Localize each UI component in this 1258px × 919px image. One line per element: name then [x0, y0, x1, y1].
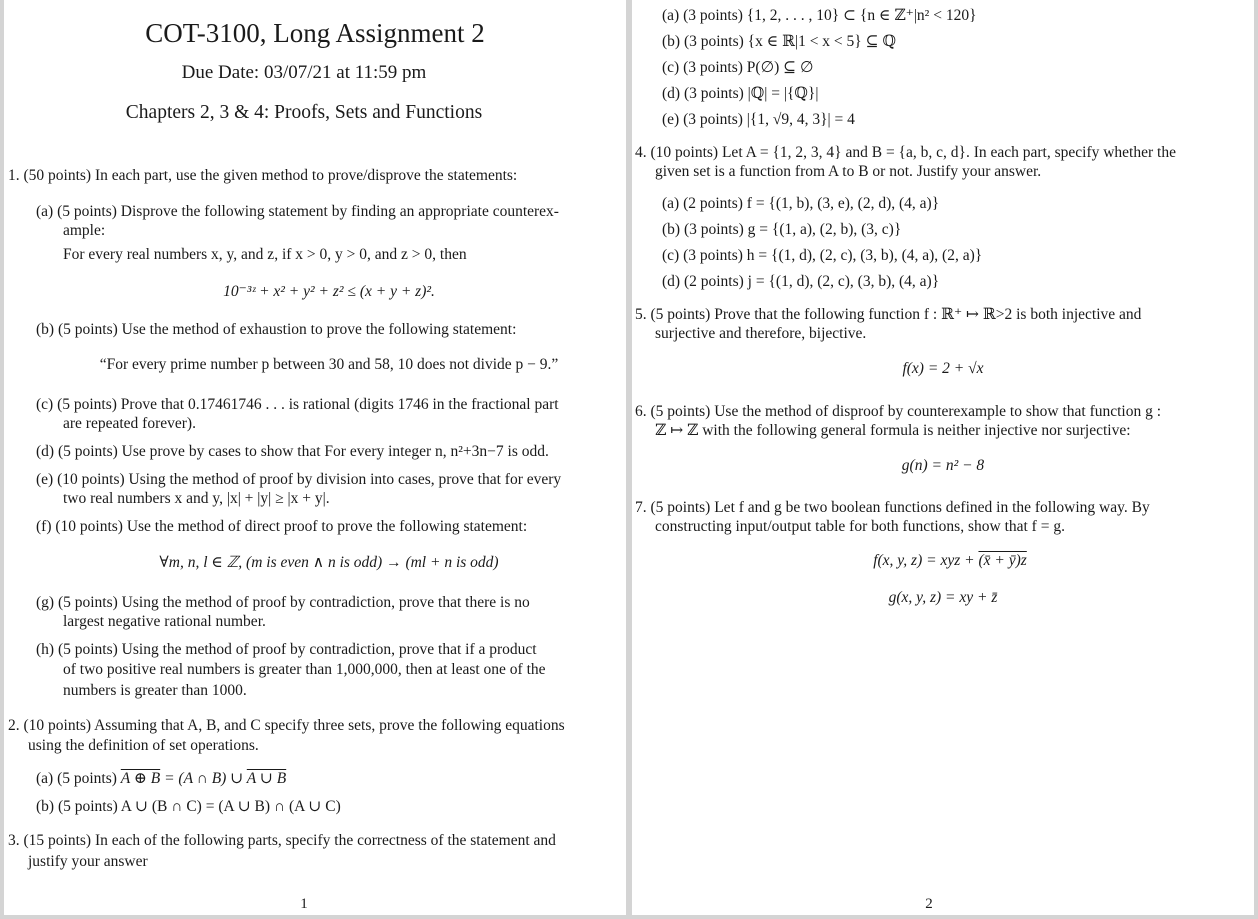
q1h-line3: numbers is greater than 1000.: [63, 682, 247, 699]
q4c: (c) (3 points) h = {(1, d), (2, c), (3, b), (4, a), (2, a)}: [662, 247, 983, 264]
q2a-prefix: (a) (5 points): [36, 770, 121, 787]
chapters-heading: Chapters 2, 3 & 4: Proofs, Sets and Functions: [125, 102, 483, 123]
assignment-title: COT-3100, Long Assignment 2: [145, 18, 485, 48]
q1e-line1: (e) (10 points) Using the method of proof by division into cases, prove that for every: [36, 471, 562, 488]
q1e-line2: two real numbers x and y, |x| + |y| ≥ |x + y|.: [63, 490, 330, 507]
q3-line1: 3. (15 points) In each of the following parts, specify the correctness of the statement and: [8, 832, 556, 849]
q6-line1: 6. (5 points) Use the method of disproof by counterexample to show that function g :: [635, 403, 1162, 420]
q5-equation: f(x) = 2 + √x: [902, 360, 984, 377]
q5-line1: 5. (5 points) Prove that the following function f : ℝ⁺ ↦ ℝ>2 is both injective and: [635, 306, 1142, 323]
q1b-line1: (b) (5 points) Use the method of exhaustion to prove the following statement:: [36, 321, 517, 338]
q7-g-zbar: z̄: [991, 589, 998, 606]
q4-line1: 4. (10 points) Let A = {1, 2, 3, 4} and B = {a, b, c, d}. In each part, specify whether the: [635, 144, 1176, 161]
due-date: Due Date: 03/07/21 at 11:59 pm: [181, 62, 427, 83]
q3b: (b) (3 points) {x ∈ ℝ|1 < x < 5} ⊆ ℚ: [662, 33, 896, 50]
q1c-line2: are repeated forever).: [63, 415, 196, 432]
q3-line2: justify your answer: [28, 853, 148, 870]
q3d: (d) (3 points) |ℚ| = |{ℚ}|: [662, 85, 819, 102]
q7-line2: constructing input/output table for both functions, show that f = g.: [655, 518, 1065, 535]
q1h-line2: of two positive real numbers is greater than 1,000,000, then at least one of the: [63, 661, 546, 678]
q5-line2: surjective and therefore, bijective.: [655, 325, 867, 342]
q1a-line2: ample:: [63, 222, 106, 239]
q1h-line1: (h) (5 points) Using the method of proof by contradiction, prove that if a product: [36, 641, 537, 658]
q1g-line1: (g) (5 points) Using the method of proof by contradiction, prove that there is no: [36, 594, 530, 611]
q1a-line1: (a) (5 points) Disprove the following statement by finding an appropriate counterex-: [36, 203, 559, 220]
q7-f-equation: [632, 551, 1254, 570]
q4a: (a) (2 points) f = {(1, b), (3, e), (2, d), (4, a)}: [662, 195, 940, 212]
page-number-1: 1: [300, 896, 308, 912]
q2a-overlined-1: A ⊕ B: [120, 770, 161, 787]
q1f-equation: ∀m, n, l ∈ ℤ, (m is even ∧ n is odd) → (ml + n is odd): [159, 554, 499, 571]
q3c: (c) (3 points) P(∅) ⊆ ∅: [662, 59, 814, 76]
page-1: [4, 0, 626, 915]
q7-g-prefix: g(x, y, z) = xy +: [888, 589, 992, 606]
q4-line2: given set is a function from A to B or not. Justify your answer.: [655, 163, 1042, 180]
q4b: (b) (3 points) g = {(1, a), (2, b), (3, c)}: [662, 221, 902, 238]
q1f-line1: (f) (10 points) Use the method of direct proof to prove the following statement:: [36, 518, 528, 535]
q7-line1: 7. (5 points) Let f and g be two boolean functions defined in the following way. By: [635, 499, 1150, 516]
q3e: (e) (3 points) |{1, √9, 4, 3}| = 4: [662, 111, 855, 128]
q2-line1: 2. (10 points) Assuming that A, B, and C specify three sets, prove the following equations: [8, 717, 565, 734]
q1c-line1: (c) (5 points) Prove that 0.17461746 . . . is rational (digits 1746 in the fractional part: [36, 396, 559, 413]
q7-f-overlined: (x̄ + ȳ)z: [978, 552, 1027, 569]
q2a-middle: = (A ∩ B) ∪: [160, 770, 247, 787]
page-number-2: 2: [925, 896, 933, 912]
q4d: (d) (2 points) j = {(1, d), (2, c), (3, b), (4, a)}: [662, 273, 940, 290]
q7-f-prefix: f(x, y, z) = xyz +: [873, 552, 979, 569]
q2b: (b) (5 points) A ∪ (B ∩ C) = (A ∪ B) ∩ (A ∪ C): [36, 798, 341, 815]
page-2: [632, 0, 1254, 915]
q1b-quote: “For every prime number p between 30 and 58, 10 does not divide p − 9.”: [99, 356, 559, 373]
q1a-line3: For every real numbers x, y, and z, if x > 0, y > 0, and z > 0, then: [63, 246, 467, 263]
q1-intro: 1. (50 points) In each part, use the given method to prove/disprove the statements:: [8, 167, 518, 184]
q2a: [36, 769, 286, 788]
q2a-overlined-2: A ∪ B: [246, 770, 287, 787]
q1d-line1: (d) (5 points) Use prove by cases to show that For every integer n, n²+3n−7 is odd.: [36, 443, 549, 460]
q3a: (a) (3 points) {1, 2, . . . , 10} ⊂ {n ∈ ℤ⁺|n² < 120}: [662, 7, 977, 24]
q1g-line2: largest negative rational number.: [63, 613, 266, 630]
q6-equation: g(n) = n² − 8: [901, 457, 985, 474]
q7-g-equation: [632, 588, 1254, 607]
q6-line2: ℤ ↦ ℤ with the following general formula is neither injective nor surjective:: [655, 422, 1131, 439]
q1a-equation: 10⁻³ᶻ + x² + y² + z² ≤ (x + y + z)².: [223, 283, 435, 300]
q2-line2: using the definition of set operations.: [28, 737, 259, 754]
